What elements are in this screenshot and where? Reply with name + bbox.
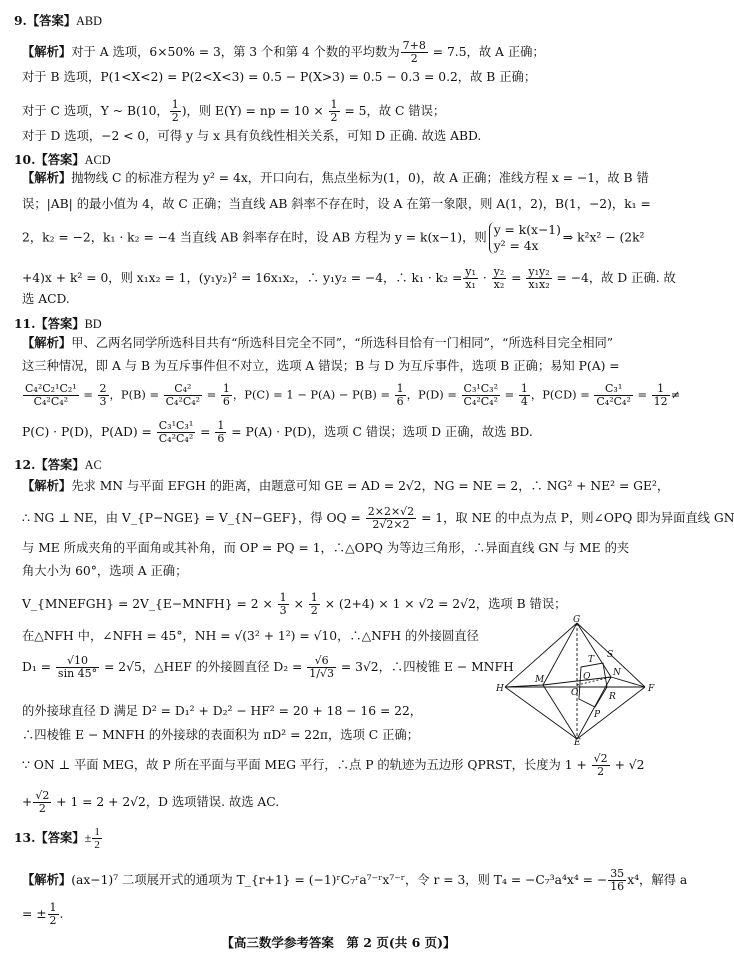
- q10-analysis-2: 误；|AB| 的最小值为 4，故 C 正确；当直线 AB 斜率不存在时，设 A 在第一象限，则 A(1，2)，B(1，−2)，k₁ =: [22, 197, 651, 211]
- numerator: y₂: [493, 265, 505, 278]
- q13-text: (ax−1)⁷ 二项展开式的通项为 T_{r+1} = (−1)ʳC₇ʳa⁷⁻ʳx⁷⁻ʳ，令 r = 3，则 T₄ = −C₇³a⁴x⁴ = −: [71, 873, 608, 887]
- q11-number: 11.: [14, 316, 36, 331]
- q12-number: 12.: [14, 457, 36, 472]
- q13-analysis-tag: 【解析】: [22, 872, 72, 887]
- q12-text: ×: [289, 597, 308, 611]
- q9-analysis-tag: 【解析】: [22, 44, 72, 59]
- numerator: 1: [171, 98, 179, 111]
- numerator: 1: [94, 826, 100, 838]
- q11-text: ，P(C) = 1 − P(A) − P(B) =: [232, 387, 394, 402]
- numerator: √2: [593, 752, 608, 765]
- q12-text: ∵ ON ⊥ 平面 MEG，故 P 所在平面与平面 MEG 平行，∴点 P 的轨迹为五边形 QPRST，长度为 1 +: [22, 758, 591, 772]
- q11-text: =: [79, 387, 97, 402]
- q13-analysis-1: [22, 868, 687, 893]
- q12-text: +: [22, 795, 33, 809]
- q11-text: = P(A) · P(D)，选项 C 错误；选项 D 正确，故选 BD.: [227, 425, 533, 439]
- q11-answer-tag: 【答案】: [35, 316, 85, 331]
- q10-analysis-1: [22, 170, 649, 186]
- denominator: C₄²C₄²: [165, 395, 201, 408]
- numerator: 1: [49, 901, 57, 914]
- fraction: [48, 902, 59, 927]
- q12-analysis-11: [22, 790, 279, 815]
- fraction: [401, 40, 428, 65]
- denominator: sin 45°: [57, 667, 98, 680]
- numerator: C₃¹C₃²: [463, 382, 499, 395]
- denominator: 1/√3: [309, 667, 334, 680]
- numerator: 1: [222, 382, 230, 395]
- fraction: [33, 790, 51, 815]
- label-t: T: [588, 655, 595, 665]
- fraction: [592, 753, 610, 778]
- q11-analysis-tag: 【解析】: [22, 335, 72, 350]
- denominator: 2: [171, 111, 179, 124]
- q9-analysis-3: [22, 99, 445, 124]
- denominator: C₄²C₄²: [33, 395, 69, 408]
- numerator: C₄²: [164, 383, 202, 396]
- fraction: [366, 506, 416, 531]
- figure-edges: [505, 623, 645, 739]
- fraction: [170, 99, 181, 124]
- denominator: 2: [38, 802, 46, 815]
- label-e: E: [574, 738, 581, 748]
- q13-analysis-2: [22, 902, 63, 927]
- denominator: C₄²C₄²: [596, 395, 631, 408]
- q12-analysis-tag: 【解析】: [22, 478, 72, 493]
- edge-gm: [543, 623, 577, 685]
- denominator: 4: [520, 395, 528, 408]
- q12-text: D₁ =: [22, 660, 55, 674]
- q10-analysis-3: [22, 222, 644, 254]
- denominator: C₄²C₄²: [463, 395, 499, 408]
- fraction: [594, 383, 632, 408]
- q12-analysis-2: [22, 506, 734, 531]
- label-f: F: [648, 684, 655, 694]
- fraction: [608, 868, 626, 893]
- fraction: [492, 266, 507, 291]
- fraction: [307, 655, 336, 680]
- denominator: 3: [99, 395, 107, 408]
- q12-header: [14, 455, 102, 473]
- denominator: 6: [217, 432, 225, 445]
- system-eq-1: y = k(x−1): [493, 223, 561, 237]
- q11-text: =: [196, 425, 215, 439]
- denominator: x₁x₂: [528, 278, 550, 291]
- numerator: C₃¹: [594, 383, 632, 396]
- denominator: 2: [49, 914, 57, 927]
- fraction: [519, 383, 530, 408]
- q12-analysis-3: 与 ME 所成夹角的平面角或其补角，而 OP = PQ = 1，∴△OPQ 为等边三角形，∴异面直线 GN 与 ME 的夹: [22, 541, 630, 555]
- numerator: y₁: [465, 265, 476, 278]
- q10-text: 2，k₂ = −2，k₁ · k₂ = −4 当直线 AB 斜率存在时，设 AB 方程为 y = k(x−1)，则: [22, 230, 487, 245]
- fraction: [329, 99, 340, 124]
- fraction: [462, 383, 500, 408]
- fraction: [215, 420, 226, 445]
- q13-text: .: [59, 907, 64, 921]
- system-eq-2: y² = 4x: [493, 239, 539, 253]
- fraction: [23, 383, 79, 408]
- fraction: [278, 592, 289, 617]
- q10-answer-tag: 【答案】: [35, 152, 85, 167]
- q11-text: =: [501, 387, 518, 402]
- q10-analysis-5: 选 ACD.: [22, 292, 70, 306]
- numerator: 1: [279, 591, 287, 604]
- label-p: P: [594, 710, 601, 720]
- q10-analysis-tag: 【解析】: [22, 170, 72, 185]
- q11-text: =: [203, 387, 220, 402]
- q13-answer-sign: ±: [84, 831, 92, 845]
- q11-text: =: [633, 387, 651, 402]
- fraction: [463, 266, 478, 291]
- denominator: 2: [410, 52, 418, 65]
- numerator: 1: [520, 382, 528, 395]
- q9-number: 9.: [14, 13, 27, 28]
- q11-text: 甲、乙两名同学所选科目共有“所选科目完全不同”，“所选科目恰有一门相同”，“所选科目完全相同”: [71, 336, 614, 350]
- q12-analysis-10: [22, 753, 644, 778]
- fraction: [395, 383, 406, 408]
- denominator: 2√2×2: [372, 518, 410, 531]
- fraction: [98, 383, 109, 408]
- label-s: S: [607, 650, 614, 660]
- q9-text: = 7.5，故 A 正确；: [428, 45, 545, 59]
- fraction: [157, 420, 195, 445]
- label-q: Q: [583, 672, 591, 682]
- q10-text: +4)x + k² = 0，则 x₁x₂ = 1，(y₁y₂)² = 16x₁x₂，∴ y₁y₂ = −4，∴ k₁ · k₂ =: [22, 271, 463, 285]
- q11-analysis-1: [22, 335, 613, 351]
- q12-text: + √2: [610, 758, 645, 772]
- q9-analysis-4: 对于 D 选项，−2 < 0，可得 y 与 x 具有负线性相关关系，可知 D 正确. 故选 ABD.: [22, 129, 482, 143]
- numerator: 1: [396, 382, 404, 395]
- octahedron-figure: [495, 615, 657, 748]
- numerator: 1: [310, 591, 318, 604]
- q11-answer: BD: [84, 317, 102, 331]
- q13-text: = ±: [22, 907, 47, 921]
- q12-text: 先求 MN 与平面 EFGH 的距离，由题意可知 GE = AD = 2√2，NG = NE = 2，∴ NG² + NE² = GE²，: [71, 479, 670, 493]
- q13-number: 13.: [14, 830, 36, 845]
- q9-answer: ABD: [76, 14, 103, 28]
- q10-analysis-4: +4)x + k² = 0，则 x₁x₂ = 1，(y₁y₂)² = 16x₁x₂，∴ y₁y₂ = −4，∴ k₁ · k₂ = $\frac{\text{y₁}}{\text{x₁}}$ · $\frac{\text{y₂}}{\text{x₂}}$ = $\frac{\text{y₁y₂}}{\text{x₁x₂}}$ = −4，故 D 正确. 故: [22, 265, 676, 291]
- denominator: 2: [597, 765, 605, 778]
- label-g: G: [573, 615, 581, 625]
- label-o: O: [571, 688, 579, 698]
- q12-analysis-1: [22, 478, 669, 494]
- numerator: C₃¹C₃¹: [158, 419, 194, 432]
- q11-analysis-4: [22, 420, 533, 445]
- q12-analysis-6: 在△NFH 中，∠NFH = 45°，NH = √(3² + 1²) = √10，∴△NFH 的外接圆直径: [22, 629, 479, 643]
- numerator: 35: [610, 867, 625, 880]
- denominator: 3: [279, 604, 287, 617]
- q11-text: ≠: [670, 387, 681, 402]
- numerator: √6: [307, 655, 336, 668]
- q10-answer: ACD: [84, 153, 111, 167]
- denominator: 12: [653, 395, 668, 408]
- label-n: N: [613, 668, 621, 678]
- q13-answer-fraction: [92, 826, 102, 851]
- q9-text: )，则 E(Y) = np = 10 ×: [181, 104, 328, 118]
- q12-text: = 3√2，∴四棱锥 E − MNFH: [337, 660, 514, 674]
- fraction: [164, 383, 202, 408]
- denominator: 2: [330, 111, 338, 124]
- numerator: √2: [35, 789, 50, 802]
- q12-text: = 1，取 NE 的中点为点 P，则∠OPQ 即为异面直线 GN: [417, 511, 734, 525]
- fraction: [221, 383, 232, 408]
- q10-header: [14, 150, 111, 168]
- q9-header: [14, 11, 102, 29]
- numerator: 1: [330, 98, 338, 111]
- q12-analysis-8: 的外接球直径 D 满足 D² = D₁² + D₂² − HF² = 20 + 18 − 16 = 22，: [22, 704, 423, 718]
- denominator: 16: [610, 880, 625, 893]
- q9-analysis-1: [22, 40, 545, 65]
- q12-analysis-4: 角大小为 60°，选项 A 正确；: [22, 564, 188, 578]
- q10-text: = −4，故 D 正确. 故: [552, 271, 676, 285]
- denominator: 6: [396, 395, 404, 408]
- numerator: 1: [652, 383, 670, 396]
- numerator: y₁y₂: [528, 265, 550, 278]
- label-h: H: [496, 684, 504, 694]
- denominator: x₂: [493, 278, 505, 291]
- numerator: 1: [217, 419, 225, 432]
- fraction: [652, 383, 670, 408]
- q10-text: ⇒ k²x² − (2k²: [562, 230, 645, 245]
- q13-header: [14, 826, 103, 851]
- numerator: √10: [56, 655, 99, 668]
- q9-answer-tag: 【答案】: [26, 13, 77, 28]
- pentagon-qprst: [579, 663, 607, 707]
- q10-number: 10.: [14, 152, 36, 167]
- q13-text: x⁴，解得 a: [627, 873, 688, 887]
- q12-analysis-5: [22, 592, 566, 617]
- label-m: M: [535, 675, 545, 685]
- q10-text: 抛物线 C 的标准方程为 y² = 4x，开口向右，焦点坐标为(1，0)，故 A 正确；准线方程 x = −1，故 B 错: [71, 171, 649, 185]
- numerator: 7+8: [402, 39, 426, 52]
- denominator: C₄²C₄²: [158, 432, 194, 445]
- numerator: 2: [99, 382, 107, 395]
- q12-analysis-7: [22, 655, 514, 680]
- q11-text: ，P(CD) =: [530, 387, 594, 402]
- numerator: C₄²C₂¹C₂¹: [25, 382, 77, 395]
- q12-analysis-9: ∴四棱锥 E − MNFH 的外接球的表面积为 πD² = 22π，选项 C 正确；: [22, 728, 420, 742]
- equation-system: [489, 222, 561, 254]
- denominator: 6: [222, 395, 230, 408]
- fraction: [56, 655, 99, 680]
- q12-answer: AC: [84, 458, 102, 472]
- denominator: 2: [94, 839, 100, 851]
- fraction: [309, 592, 320, 617]
- denominator: 2: [310, 604, 318, 617]
- q12-text: ∴ NG ⊥ NE，由 V_{P−NGE} = V_{N−GEF}，得 OQ =: [22, 511, 365, 525]
- q12-text: = 2√5，△HEF 的外接圆直径 D₂ =: [100, 660, 307, 674]
- q11-text: ，P(D) =: [406, 387, 461, 402]
- label-r: R: [609, 692, 616, 702]
- fraction: [526, 266, 551, 291]
- q12-text: V_{MNEFGH} = 2V_{E−MNFH} = 2 ×: [22, 597, 277, 611]
- q9-text: = 5，故 C 错误；: [340, 104, 446, 118]
- q11-header: [14, 314, 102, 332]
- numerator: 2×2×√2: [367, 505, 415, 518]
- q9-text: 对于 A 选项，6×50% = 3，第 3 个和第 4 个数的平均数为: [71, 45, 400, 59]
- q12-text: × (2+4) × 1 × √2 = 2√2，选项 B 错误；: [320, 597, 567, 611]
- edge-he: [505, 687, 577, 739]
- q13-answer-tag: 【答案】: [35, 830, 85, 845]
- q12-answer-tag: 【答案】: [35, 457, 85, 472]
- page-footer: 【高三数学参考答案 第 2 页(共 6 页)】: [221, 935, 456, 950]
- q12-text: + 1 = 2 + 2√2，D 选项错误. 故选 AC.: [52, 795, 280, 809]
- q9-analysis-2: 对于 B 选项，P(1<X<2) = P(2<X<3) = 0.5 − P(X>3) = 0.5 − 0.3 = 0.2，故 B 正确；: [22, 70, 537, 84]
- q9-text: 对于 C 选项，Y ~ B(10，: [22, 104, 169, 118]
- q11-text: P(C) · P(D)，P(AD) =: [22, 425, 156, 439]
- q11-analysis-3: [22, 383, 680, 408]
- q11-analysis-2: 这三种情况，即 A 与 B 为互斥事件但不对立，选项 A 错误；B 与 D 为互斥事件，选项 B 正确；易知 P(A) =: [22, 359, 620, 373]
- edge-ne: [577, 677, 611, 739]
- denominator: x₁: [465, 278, 476, 291]
- q11-text: ，P(B) =: [109, 387, 163, 402]
